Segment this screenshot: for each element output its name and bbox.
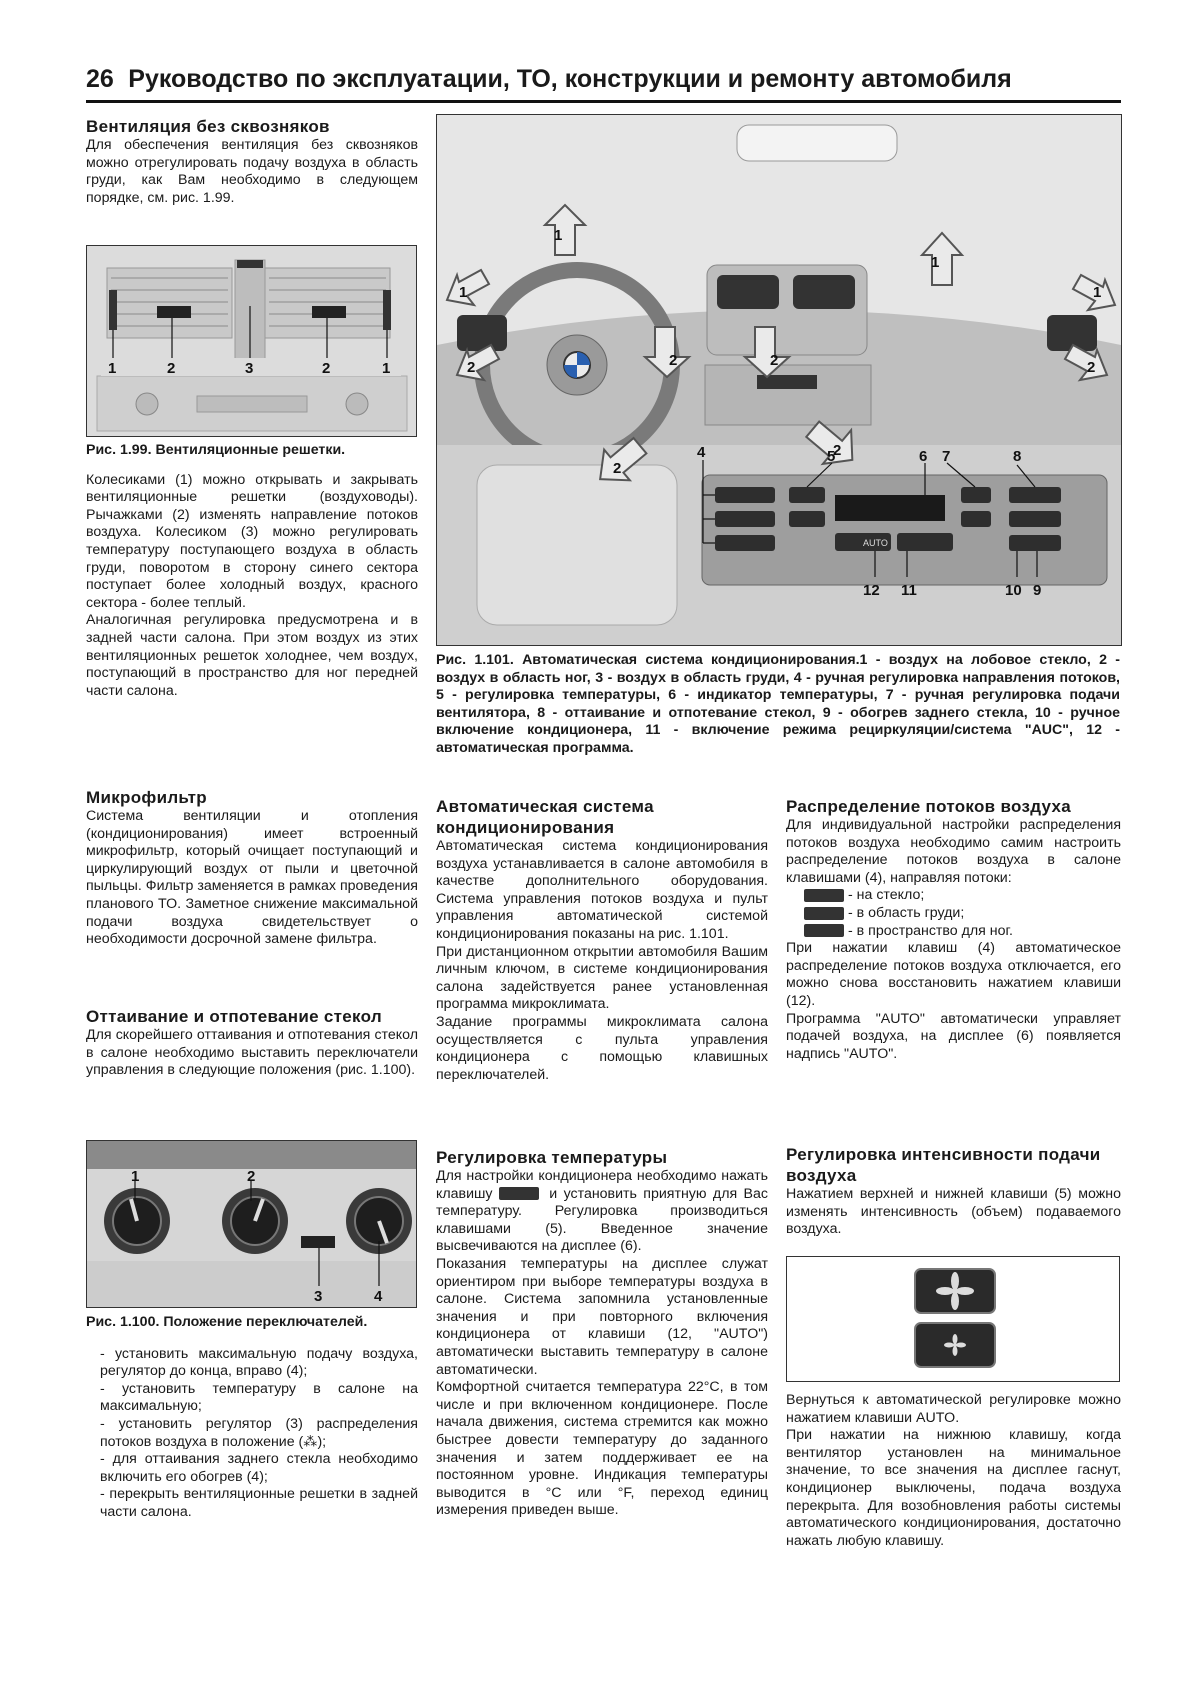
option-label: - на стекло; — [848, 887, 925, 904]
list-item: - для оттаивания заднего стекла необходимо включить его обогрев (4); — [100, 1451, 418, 1485]
section-title: Регулировка температуры — [436, 1148, 668, 1167]
section-title: Оттаивание и отпотевание стекол — [86, 1007, 382, 1026]
figure-1-100 — [86, 1140, 417, 1308]
list-item — [804, 905, 1121, 923]
section-title: Регулировка интенсивности подачи воздуха — [786, 1145, 1101, 1185]
callout-label: 1 — [131, 1168, 140, 1185]
callout-label: 1 — [459, 284, 468, 301]
callout-label: 2 — [467, 359, 476, 376]
paragraph: Вернуться к автоматической регулировке можно нажатием клавиши AUTO. — [786, 1392, 1121, 1426]
paragraph: Комфортной считается температура 22°C, в том числе и при включенном кондиционере. После начала движения, система стремится как можно быстрее довести температуру до заданного значения и затем поддерживает ее на постоянном уровне. Индикация температуры выводится в °C или °F, переход единиц измерения приведен выше. — [436, 1379, 768, 1519]
list-item: - установить регулятор (3) распределения потоков воздуха в положение (⁂); — [100, 1415, 418, 1450]
callout-label: 7 — [942, 448, 951, 465]
paragraph-part: Для настройки кондиционера необходимо нажать клавишу — [436, 1168, 768, 1202]
chest-key-icon — [804, 907, 844, 920]
list-item: - установить температуру в салоне на максимальную; — [100, 1380, 418, 1415]
list-item — [804, 887, 1121, 905]
section-auto-climate — [436, 796, 768, 1084]
paragraph: При дистанционном открытии автомобиля Вашим личным ключом, в системе кондиционирования салона задействуется ранее установленная программа микроклимата. — [436, 943, 768, 1013]
list-item — [804, 923, 1121, 941]
section-microfilter — [86, 787, 418, 949]
figure-caption: Рис. 1.101. Автоматическая система кондиционирования.1 - воздух на лобовое стекло, 2 - воздух в область ног, 3 - воздух в область груди, 4 - ручная регулировка направления потоков, 5 - регулировка температуры, 6 - индикатор температуры, 7 - ручная регулировка подачи вентилятора, 8 - оттаивание и отпотевание стекол, 9 - обогрев заднего стекла, 10 - ручное включение кондиционера, 11 - включение режима рециркуляции/система "AUC", 12 - автоматическая программа. — [436, 652, 1120, 756]
paragraph: Для индивидуальной настройки распределения потоков воздуха необходимо самим настроить распределение потоков воздуха в салоне клавишами (4), направляя потоки: — [786, 817, 1121, 886]
section-defrost — [86, 1006, 418, 1080]
steps-list — [86, 1346, 418, 1522]
paragraph: Нажатием верхней и нижней клавиши (5) можно изменять интенсивность (объем) подаваемого воздуха. — [786, 1186, 1121, 1238]
figure-fan-keys — [786, 1256, 1120, 1382]
paragraph: Показания температуры на дисплее служат ориентиром при выборе температуры воздуха в салоне. Система запомнила установленные значения и при повторного включения кондиционера от клавиши (12, "AUTO") автоматически выставить температуру в салоне автоматически. — [436, 1255, 768, 1378]
callout-label: 3 — [245, 360, 254, 377]
section-title: Распределение потоков воздуха — [786, 797, 1071, 816]
callout-label: 2 — [322, 360, 331, 377]
callout-label: 1 — [108, 360, 117, 377]
footwell-key-icon — [804, 924, 844, 937]
figure-caption: Рис. 1.100. Положение переключателей. — [86, 1314, 368, 1330]
windshield-key-icon — [804, 889, 844, 902]
section-title: Микрофильтр — [86, 788, 207, 807]
callout-label: 1 — [554, 227, 563, 244]
page-header — [86, 64, 1121, 103]
paragraph: Система вентиляции и отопления (кондиционирования) имеет встроенный микрофильтр, который очищает поступающий и циркулирующий воздух от пыли и цветочной пыльцы. Фильтр заменяется в рамках проведения планового ТО. Заметное снижение максимальной подачи воздуха свидетельствует о необходимости досрочной замене фильтра. — [86, 808, 418, 948]
callout-label: 2 — [669, 352, 678, 369]
callout-label: 12 — [863, 582, 880, 599]
section-ventilation — [86, 116, 418, 207]
callout-label: 8 — [1013, 448, 1022, 465]
callout-label: 2 — [833, 442, 842, 459]
distribution-options — [786, 887, 1121, 940]
callout-label: 9 — [1033, 582, 1042, 599]
figure-1-99 — [86, 245, 417, 437]
section-title: Вентиляция без сквозняков — [86, 117, 330, 136]
section-air-distribution — [786, 796, 1121, 1063]
section-fan-intensity-cont — [786, 1392, 1121, 1550]
callout-label: 2 — [1087, 359, 1096, 376]
paragraph — [436, 1168, 768, 1256]
auto-button-label: AUTO — [863, 538, 888, 548]
paragraph: Автоматическая система кондиционирования воздуха устанавливается в салоне автомобиля в качестве дополнительного оборудования. Система управления потоков воздуха и пульт управления автоматической системой кондиционирования показаны на рис. 1.101. — [436, 838, 768, 942]
option-label: - в область груди; — [848, 904, 965, 921]
callout-label: 3 — [314, 1288, 323, 1305]
section-defrost-steps — [86, 1314, 418, 1522]
paragraph: Для обеспечения вентиляция без сквозняков можно отрегулировать подачу воздуха в область груди, как Вам необходимо в следующем порядке, см. рис. 1.99. — [86, 137, 418, 206]
section-ventilation-cont — [86, 442, 418, 700]
callout-label: 2 — [167, 360, 176, 377]
paragraph-part: и установить приятную для Вас температуру. Регулировка производиться клавишами (5). Введенное значение высвечиваются на дисплее (6). — [436, 1185, 768, 1255]
paragraph: Задание программы микроклимата салона осуществляется с пульта управления кондиционера с помощью клавишных переключателей. — [436, 1013, 768, 1083]
figure-1-101 — [436, 114, 1122, 646]
figure-caption: Рис. 1.99. Вентиляционные решетки. — [86, 442, 346, 458]
auto-button-icon — [499, 1187, 539, 1200]
callout-label: 1 — [1093, 284, 1102, 301]
callout-label: 1 — [382, 360, 391, 377]
callout-label: 4 — [697, 444, 706, 461]
callout-label: 2 — [247, 1168, 256, 1185]
callout-label: 2 — [770, 352, 779, 369]
callout-label: 11 — [901, 582, 917, 599]
callout-label: 2 — [613, 460, 622, 477]
option-label: - в пространство для ног. — [848, 922, 1013, 939]
paragraph: При нажатии клавиш (4) автоматическое распределение потоков воздуха отключается, его можно снова восстановить нажатием клавиши (12). — [786, 940, 1121, 1009]
callout-label: 10 — [1005, 582, 1022, 599]
section-title: Автоматическая система кондиционирования — [436, 797, 654, 837]
paragraph: Аналогичная регулировка предусмотрена и в задней части салона. При этом воздух из этих вентиляционных решеток холоднее, чем воздух, поступающий в пространство для ног передней части салона. — [86, 612, 418, 699]
section-fan-intensity — [786, 1144, 1121, 1239]
page-number: 26 — [86, 65, 114, 93]
paragraph: Для скорейшего оттаивания и отпотевания стекол в салоне необходимо выставить переключатели управления в следующие положения (рис. 1.100). — [86, 1027, 418, 1079]
callout-label: 5 — [827, 448, 836, 465]
page-title: Руководство по эксплуатации, ТО, конструкции и ремонту автомобиля — [128, 65, 1012, 93]
paragraph: Колесиками (1) можно открывать и закрывать вентиляционные решетки (воздуховоды). Рычажками (2) изменять направление потоков воздуха. Колесиком (3) можно регулировать температуру поступающего воздуха в область груди, поворотом в сторону синего сектора поступает более холодный воздух, красного сектора - более теплый. — [86, 471, 418, 611]
section-temperature — [436, 1147, 768, 1520]
paragraph: При нажатии на нижнюю клавишу, когда вентилятор установлен на минимальное значение, то все значения на дисплее гаснут, кондиционер выключены, подача воздуха перекрыта. Для возобновления работы системы автоматического кондиционирования, достаточно нажать любую клавишу. — [786, 1427, 1121, 1549]
callout-label: 6 — [919, 448, 928, 465]
figure-1-101-caption — [436, 652, 1120, 758]
callout-label: 4 — [374, 1288, 383, 1305]
list-item: - перекрыть вентиляционные решетки в задней части салона. — [100, 1486, 418, 1520]
paragraph: Программа "AUTO" автоматически управляет подачей воздуха, на дисплее (6) появляется надпись "AUTO". — [786, 1010, 1121, 1062]
list-item: - установить максимальную подачу воздуха, регулятор до конца, вправо (4); — [100, 1345, 418, 1380]
callout-label: 1 — [931, 254, 940, 271]
